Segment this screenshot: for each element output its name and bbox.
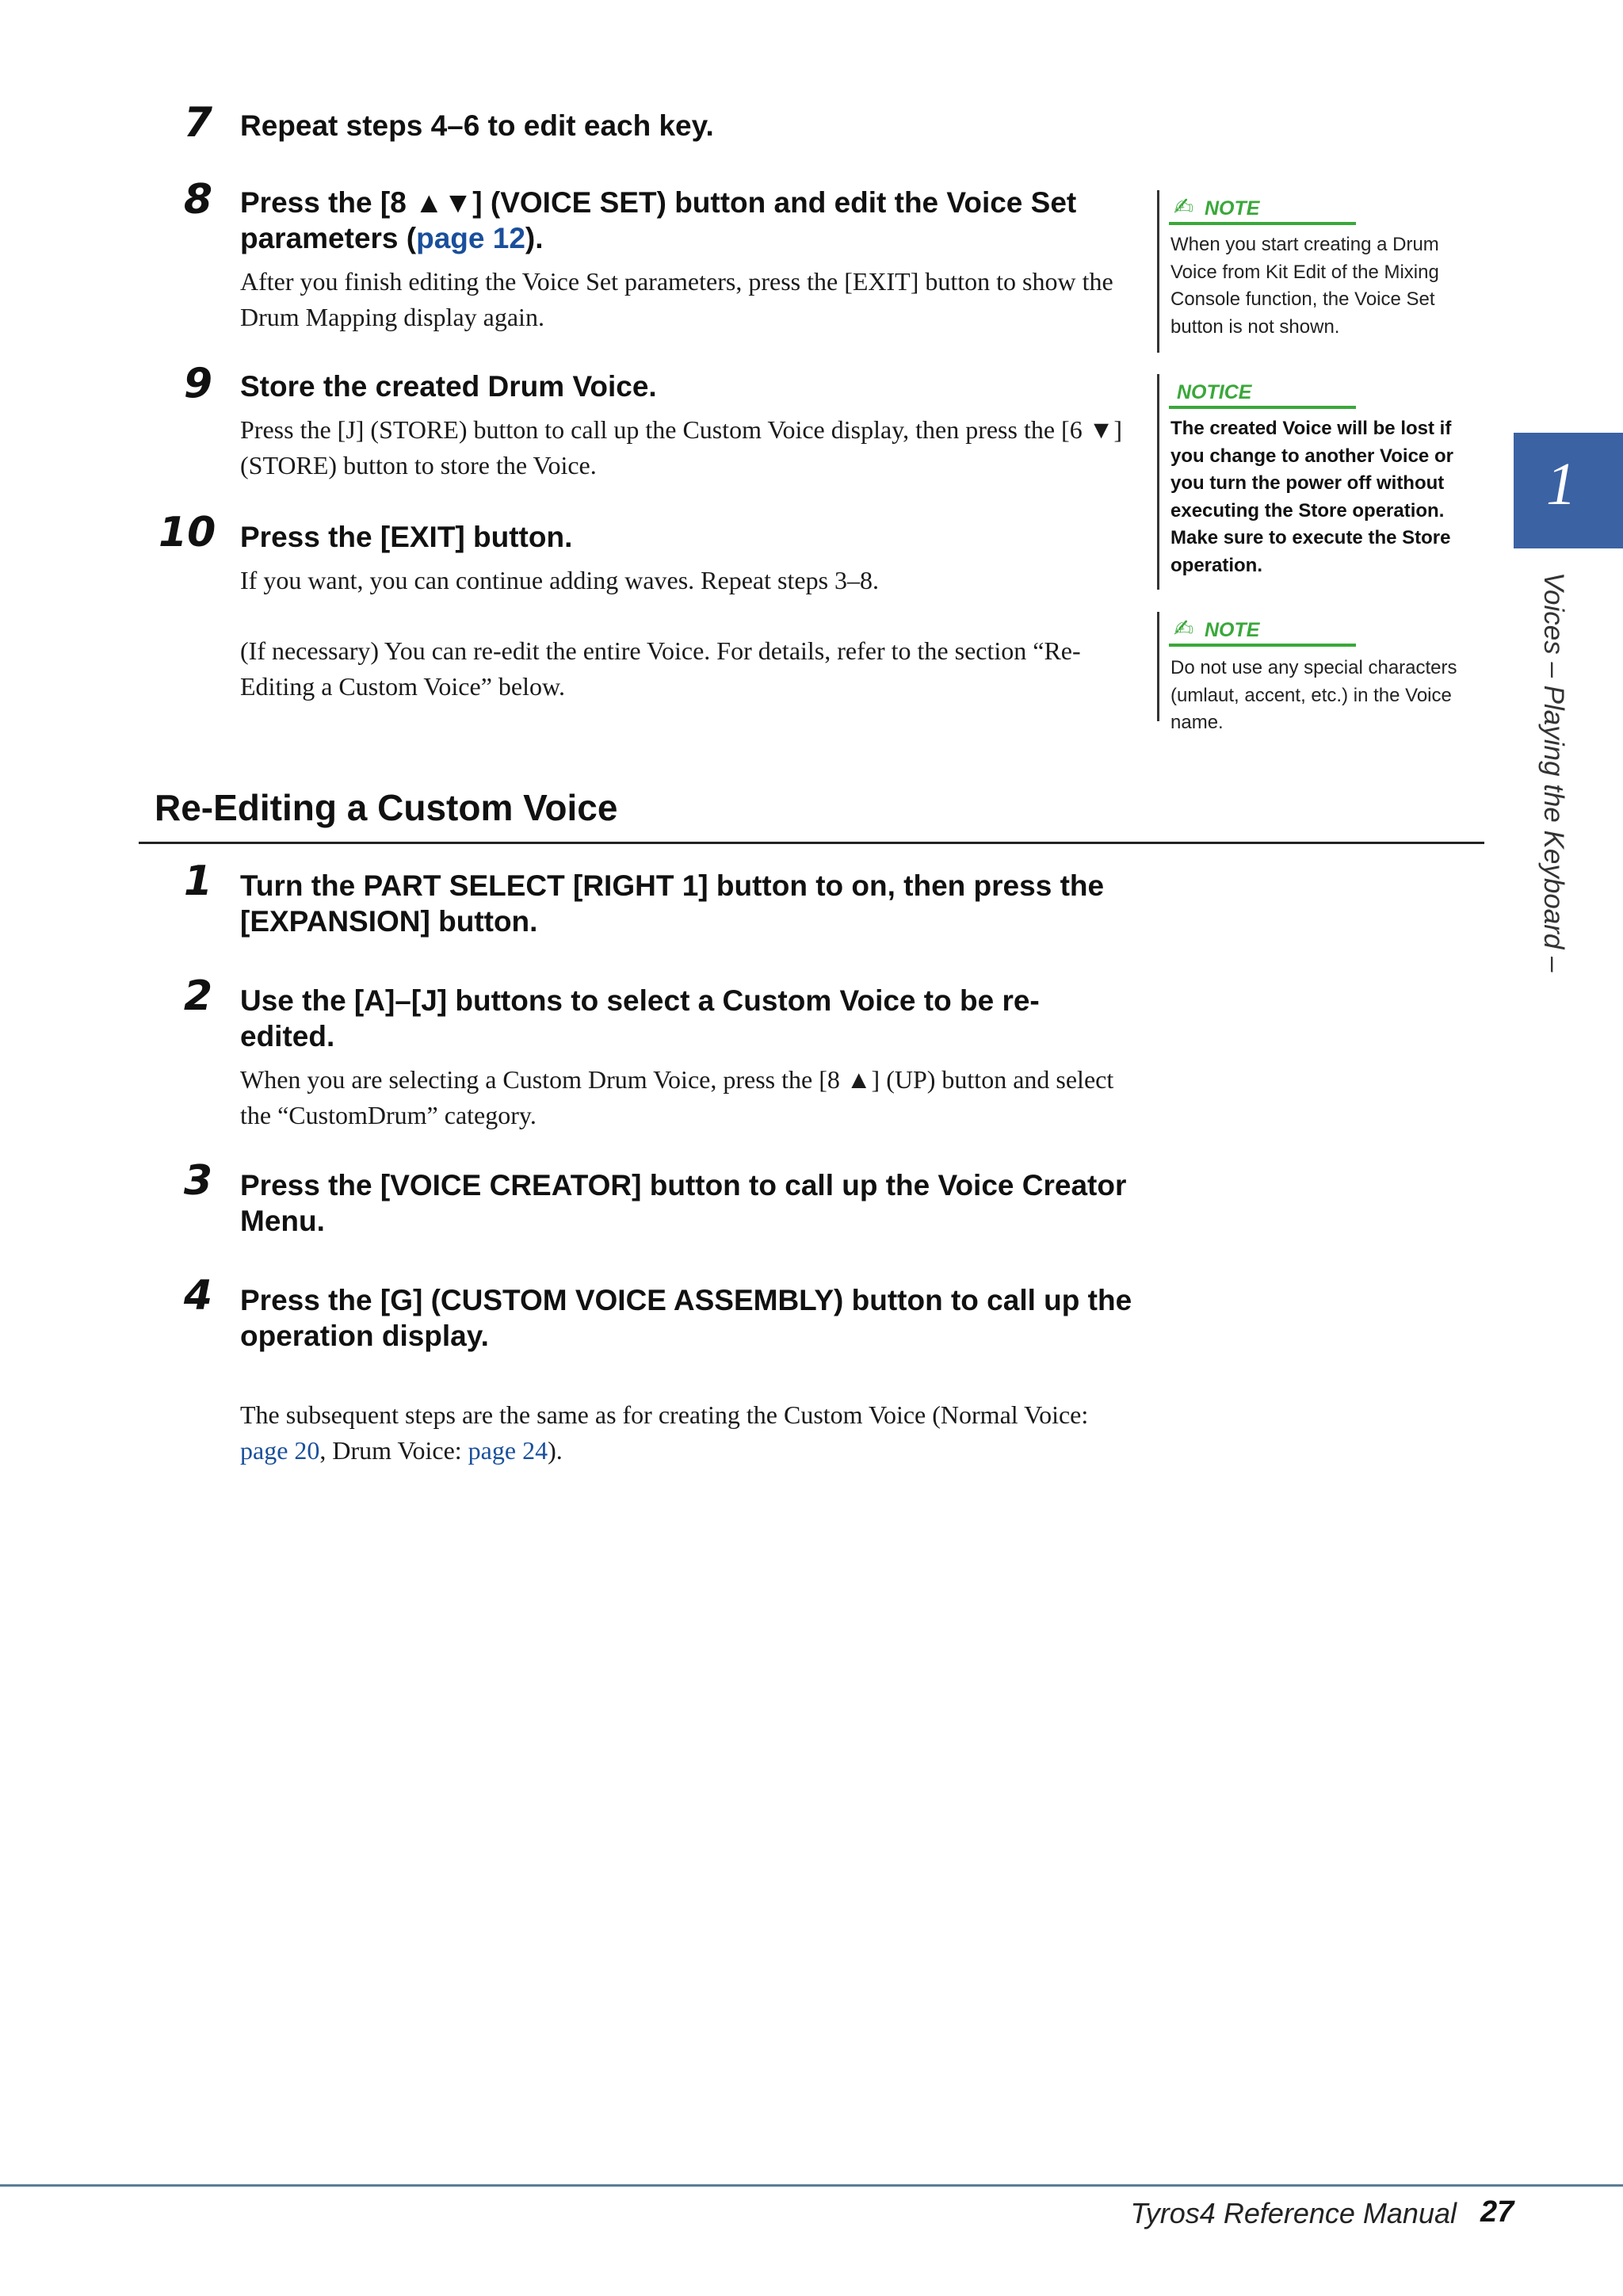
step-number: 4 [183,1272,212,1320]
step-number: 8 [183,176,212,223]
page-link[interactable]: page 24 [468,1436,548,1465]
note-text: When you start creating a Drum Voice from Kit Edit of the Mixing Console function, the Voice Set button is not shown. [1170,234,1439,338]
pencil-icon: ✍ [1174,193,1194,221]
step-number: 7 [183,99,212,147]
notice-text: The created Voice will be lost if you change to another Voice or you turn the power off without executing the Store operation. Make sure to execute the Store operation. [1170,418,1453,576]
section-title: Re-Editing a Custom Voice [155,787,618,828]
step-title: Press the [8 ▲▼] (VOICE SET) button and edit the Voice Set parameters (page 12). [240,186,1077,254]
step-number: 9 [183,360,212,407]
page-number: 27 [1480,2195,1514,2229]
step-body: After you finish editing the Voice Set parameters, press the [EXIT] button to show the Drum Mapping display again. [240,267,1113,331]
chapter-number: 1 [1546,451,1576,518]
step-title: Use the [A]–[J] buttons to select a Custom Voice to be re-edited. [240,984,1040,1052]
page-link[interactable]: page 20 [240,1436,320,1465]
step-title: Press the [VOICE CREATOR] button to call up the Voice Creator Menu. [240,1169,1127,1237]
note-text: Do not use any special characters (umlaut, accent, etc.) in the Voice name. [1170,657,1457,733]
footer-title: Tyros4 Reference Manual [1130,2197,1457,2229]
pencil-icon: ✍ [1174,615,1194,643]
step-title: Repeat steps 4–6 to edit each key. [240,109,714,142]
note-label: NOTE [1205,619,1260,641]
step-number: 10 [158,509,216,556]
step-title: Press the [G] (CUSTOM VOICE ASSEMBLY) button to call up the operation display. [240,1284,1132,1352]
notice-header [1169,381,1356,409]
step-body: Press the [J] (STORE) button to call up the Custom Voice display, then press the [6 ▼] (STORE) button to store the Voice. [240,415,1123,479]
step-title: Store the created Drum Voice. [240,370,657,403]
note-label: NOTE [1205,197,1260,220]
step-title: Turn the PART SELECT [RIGHT 1] button to on, then press the [EXPANSION] button. [240,869,1105,938]
step-number: 2 [183,972,212,1020]
step-body: If you want, you can continue adding waves. Repeat steps 3–8. [240,566,880,594]
note-bar [1157,190,1159,353]
step-number: 3 [183,1157,212,1205]
notice-bar [1157,374,1159,590]
closing-text: The subsequent steps are the same as for creating the Custom Voice (Normal Voice: page 20, Drum Voice: page 24). [240,1400,1089,1465]
footer-divider [0,2184,1623,2187]
step-body: (If necessary) You can re-edit the entire Voice. For details, refer to the section “Re-Editing a Custom Voice” below. [240,636,1081,701]
note-header [1169,193,1356,225]
note-bar [1157,612,1159,721]
section-divider [139,842,1484,844]
chapter-title: Voices – Playing the Keyboard – [1538,572,1569,972]
notice-label: NOTICE [1177,381,1252,403]
note-header [1169,615,1356,647]
step-number: 1 [183,858,212,905]
step-title: Press the [EXIT] button. [240,521,573,553]
page-link[interactable]: page 12 [416,222,525,254]
step-body: When you are selecting a Custom Drum Voice, press the [8 ▲] (UP) button and select the “CustomDrum” category. [240,1065,1114,1129]
